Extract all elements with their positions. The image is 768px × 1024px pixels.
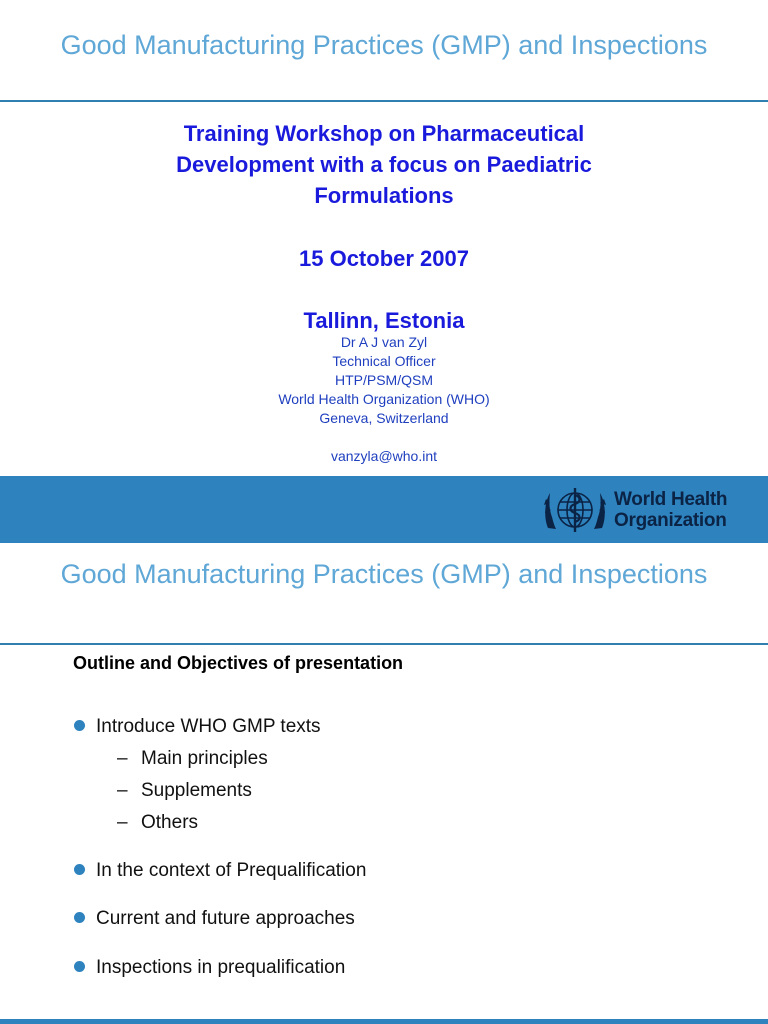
bullet-item (74, 908, 355, 930)
who-logo-line-1: World Health (614, 489, 728, 510)
dash-icon: – (117, 812, 128, 833)
workshop-place: Tallinn, Estonia (303, 308, 465, 333)
footer-band (0, 1019, 768, 1024)
author-block (0, 333, 768, 466)
author-spacer (0, 428, 768, 447)
workshop-title (0, 118, 768, 211)
workshop-title-line: Training Workshop on Pharmaceutical (183, 121, 585, 146)
bullet-item (74, 957, 345, 979)
sub-bullet-text: Supplements (141, 780, 252, 801)
bullet-text: Introduce WHO GMP texts (96, 716, 321, 737)
author-role: Technical Officer (332, 353, 436, 369)
outline-heading: Outline and Objectives of presentation (73, 653, 404, 673)
sub-bullet-item (117, 780, 252, 802)
workshop-title-line: Formulations (314, 183, 454, 208)
sub-bullet-item (117, 748, 268, 770)
bullet-item (74, 716, 321, 738)
slide-title: Good Manufacturing Practices (GMP) and Inspections (60, 559, 708, 589)
sub-bullet-item (117, 812, 198, 834)
sub-bullet-text: Main principles (141, 748, 268, 769)
dash-icon: – (117, 780, 128, 801)
who-emblem-icon (540, 483, 610, 537)
who-logo-line-2: Organization (614, 510, 727, 531)
author-email: vanzyla@who.int (330, 448, 438, 464)
title-divider (0, 100, 768, 102)
bullet-text: Current and future approaches (96, 908, 355, 929)
author-department: HTP/PSM/QSM (334, 372, 433, 388)
bullet-item (74, 860, 366, 882)
title-divider (0, 643, 768, 645)
who-logo-text (614, 489, 727, 531)
bullet-dot-icon (74, 961, 85, 972)
who-logo (540, 483, 746, 537)
bullet-text: In the context of Prequalification (96, 860, 367, 881)
author-organization: World Health Organization (WHO) (278, 391, 490, 407)
bullet-text: Inspections in prequalification (96, 957, 346, 978)
dash-icon: – (117, 748, 128, 769)
workshop-date: 15 October 2007 (299, 246, 469, 271)
workshop-title-line: Development with a focus on Paediatric (176, 152, 592, 177)
sub-bullet-text: Others (141, 812, 199, 833)
author-location: Geneva, Switzerland (319, 410, 449, 426)
slide-2 (0, 543, 768, 1024)
slide-title: Good Manufacturing Practices (GMP) and Inspections (60, 30, 708, 60)
footer-band (0, 476, 768, 543)
bullet-dot-icon (74, 912, 85, 923)
author-name: Dr A J van Zyl (340, 334, 428, 350)
bullet-dot-icon (74, 720, 85, 731)
bullet-dot-icon (74, 864, 85, 875)
